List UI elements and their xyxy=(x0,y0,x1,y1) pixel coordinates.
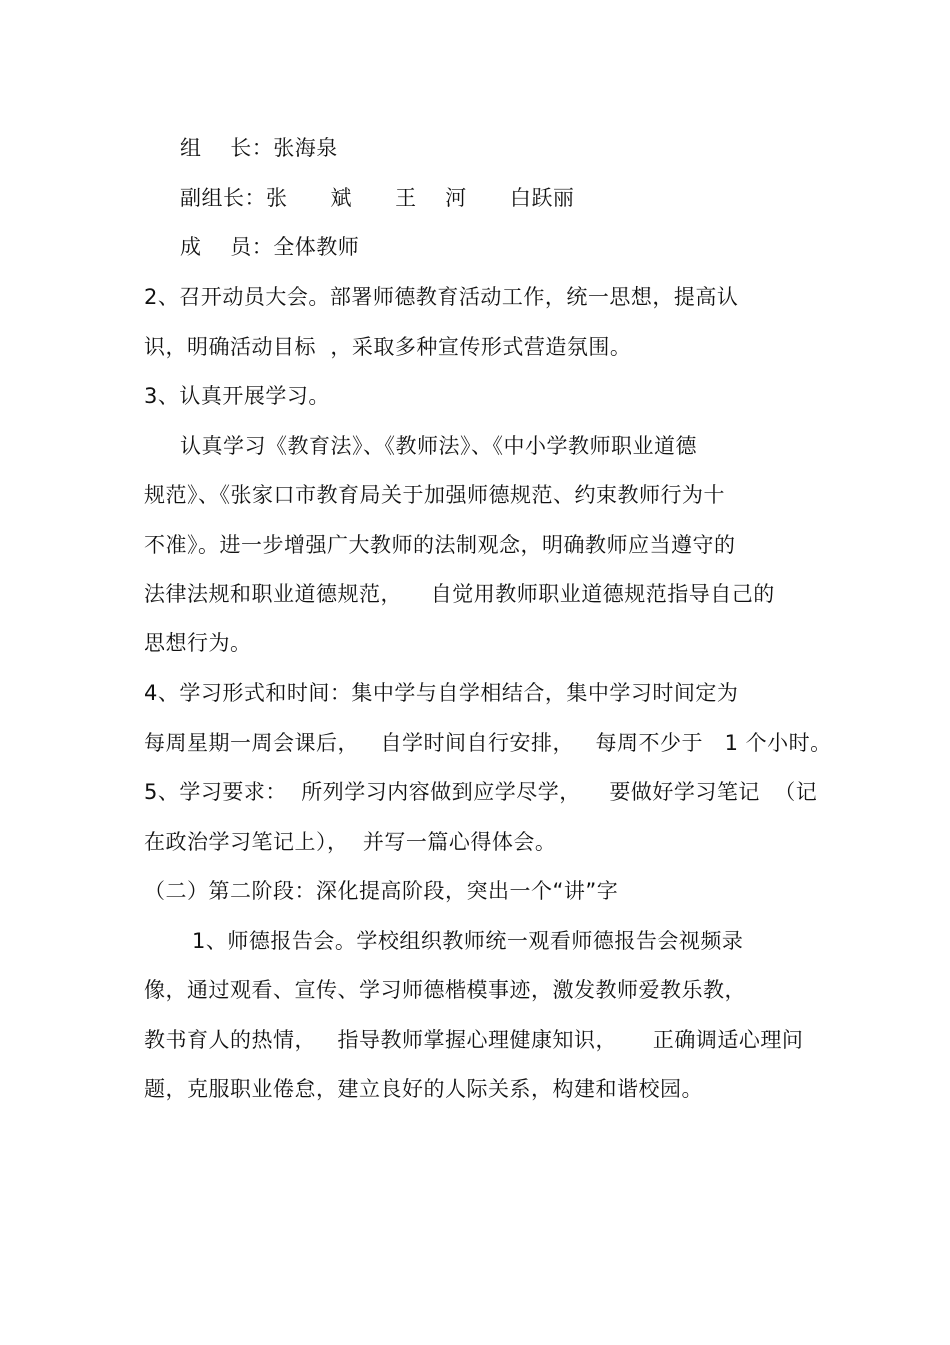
text-line: 在政治学习笔记上）， 并写一篇心得体会。 xyxy=(144,830,557,854)
text-line: 识，明确活动目标 ，采取多种宣传形式营造氛围。 xyxy=(144,335,632,359)
text-line: 教书育人的热情， 指导教师掌握心理健康知识， 正确调适心理问 xyxy=(144,1028,804,1052)
section-heading: （二）第二阶段：深化提高阶段，突出一个“讲”字 xyxy=(144,879,619,903)
text-line: 2、召开动员大会。部署师德教育活动工作，统一思想，提高认 xyxy=(144,285,739,309)
text-line: 思想行为。 xyxy=(144,631,252,655)
text-line: 不准》。进一步增强广大教师的法制观念，明确教师应当遵守的 xyxy=(144,533,736,557)
text-line: 3、认真开展学习。 xyxy=(144,384,330,408)
text-line: 1、师德报告会。学校组织教师统一观看师德报告会视频录 xyxy=(192,929,744,953)
text-line: 副组长：张 斌 王 河 白跃丽 xyxy=(180,186,575,210)
text-line: 组 长：张海泉 xyxy=(180,136,338,160)
text-line: 规范》、《张家口市教育局关于加强师德规范、约束教师行为十 xyxy=(144,483,725,507)
text-line: 每周星期一周会课后， 自学时间自行安排， 每周不少于 1 个小时。 xyxy=(144,731,832,755)
text-line: 题，克服职业倦怠，建立良好的人际关系，构建和谐校园。 xyxy=(144,1077,703,1101)
text-line: 4、学习形式和时间：集中学与自学相结合，集中学习时间定为 xyxy=(144,681,739,705)
text-line: 法律法规和职业道德规范， 自觉用教师职业道德规范指导自己的 xyxy=(144,582,775,606)
text-line: 成 员：全体教师 xyxy=(180,235,360,259)
text-line: 5、学习要求： 所列学习内容做到应学尽学， 要做好学习笔记 （记 xyxy=(144,780,818,804)
text-line: 认真学习《教育法》、《教师法》、《中小学教师职业道德 xyxy=(180,434,697,458)
text-line: 像，通过观看、宣传、学习师德楷模事迹，激发教师爱教乐教， xyxy=(144,978,746,1002)
